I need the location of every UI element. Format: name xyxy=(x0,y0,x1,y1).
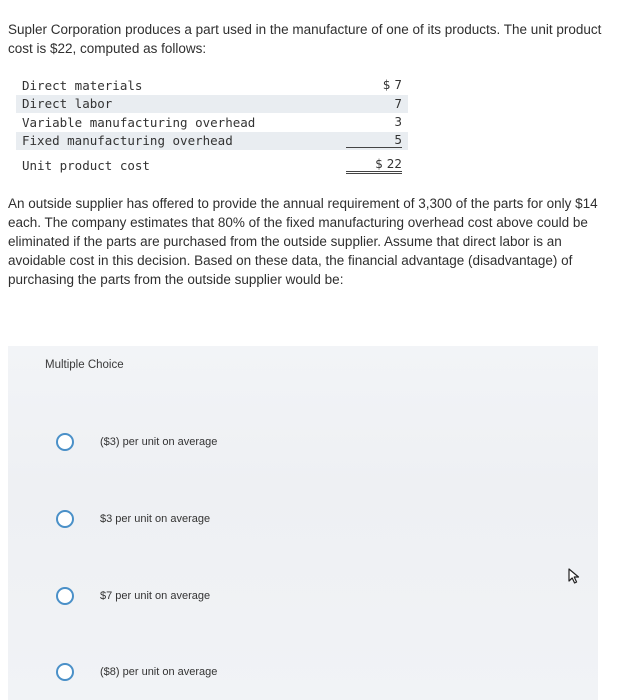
radio-button[interactable] xyxy=(56,663,74,681)
table-row xyxy=(16,113,408,132)
multiple-choice-header: Multiple Choice xyxy=(45,359,124,371)
row-value: $ 22 xyxy=(346,157,402,174)
radio-button[interactable] xyxy=(56,510,74,528)
choice-label: ($3) per unit on average xyxy=(100,436,218,448)
table-row xyxy=(16,95,408,114)
row-label: Fixed manufacturing overhead xyxy=(22,133,233,149)
choice-label: ($8) per unit on average xyxy=(100,666,218,678)
row-label: Variable manufacturing overhead xyxy=(22,114,256,130)
problem-intro: Supler Corporation produces a part used in the manufacture of one of its products. The unit product cost is $22, computed as follows: xyxy=(8,22,602,56)
table-row-total xyxy=(16,154,408,176)
row-label: Direct materials xyxy=(22,77,143,93)
choice-option-2[interactable] xyxy=(56,510,210,528)
table-row xyxy=(16,76,408,95)
row-label: Unit product cost xyxy=(22,157,150,173)
choice-label: $3 per unit on average xyxy=(100,513,211,525)
mouse-pointer-icon xyxy=(568,568,582,584)
choice-option-4[interactable] xyxy=(56,663,217,681)
radio-button[interactable] xyxy=(56,587,74,605)
multiple-choice-panel xyxy=(8,346,598,700)
row-value: 7 xyxy=(394,96,402,111)
choice-label: $7 per unit on average xyxy=(100,590,211,602)
unit-cost-table xyxy=(16,76,408,176)
choice-option-1[interactable] xyxy=(56,433,217,451)
table-row xyxy=(16,132,408,151)
choice-option-3[interactable] xyxy=(56,587,210,605)
row-label: Direct labor xyxy=(22,96,113,112)
row-value: 5 xyxy=(346,133,402,148)
row-value: $ 7 xyxy=(382,78,402,93)
radio-button[interactable] xyxy=(56,433,74,451)
problem-question: An outside supplier has offered to provide the annual requirement of 3,300 of the parts for only $14 each. The company estimates that 80% of the fixed manufacturing overhead cost above could be eliminated if the parts are purchased from the outside supplier. Assume that direct labor is an avoidable cost in this decision. Based on these data, the financial advantage (disadvantage) of purchasing the parts from the outside supplier would be: xyxy=(8,196,598,287)
row-value: 3 xyxy=(394,115,402,130)
